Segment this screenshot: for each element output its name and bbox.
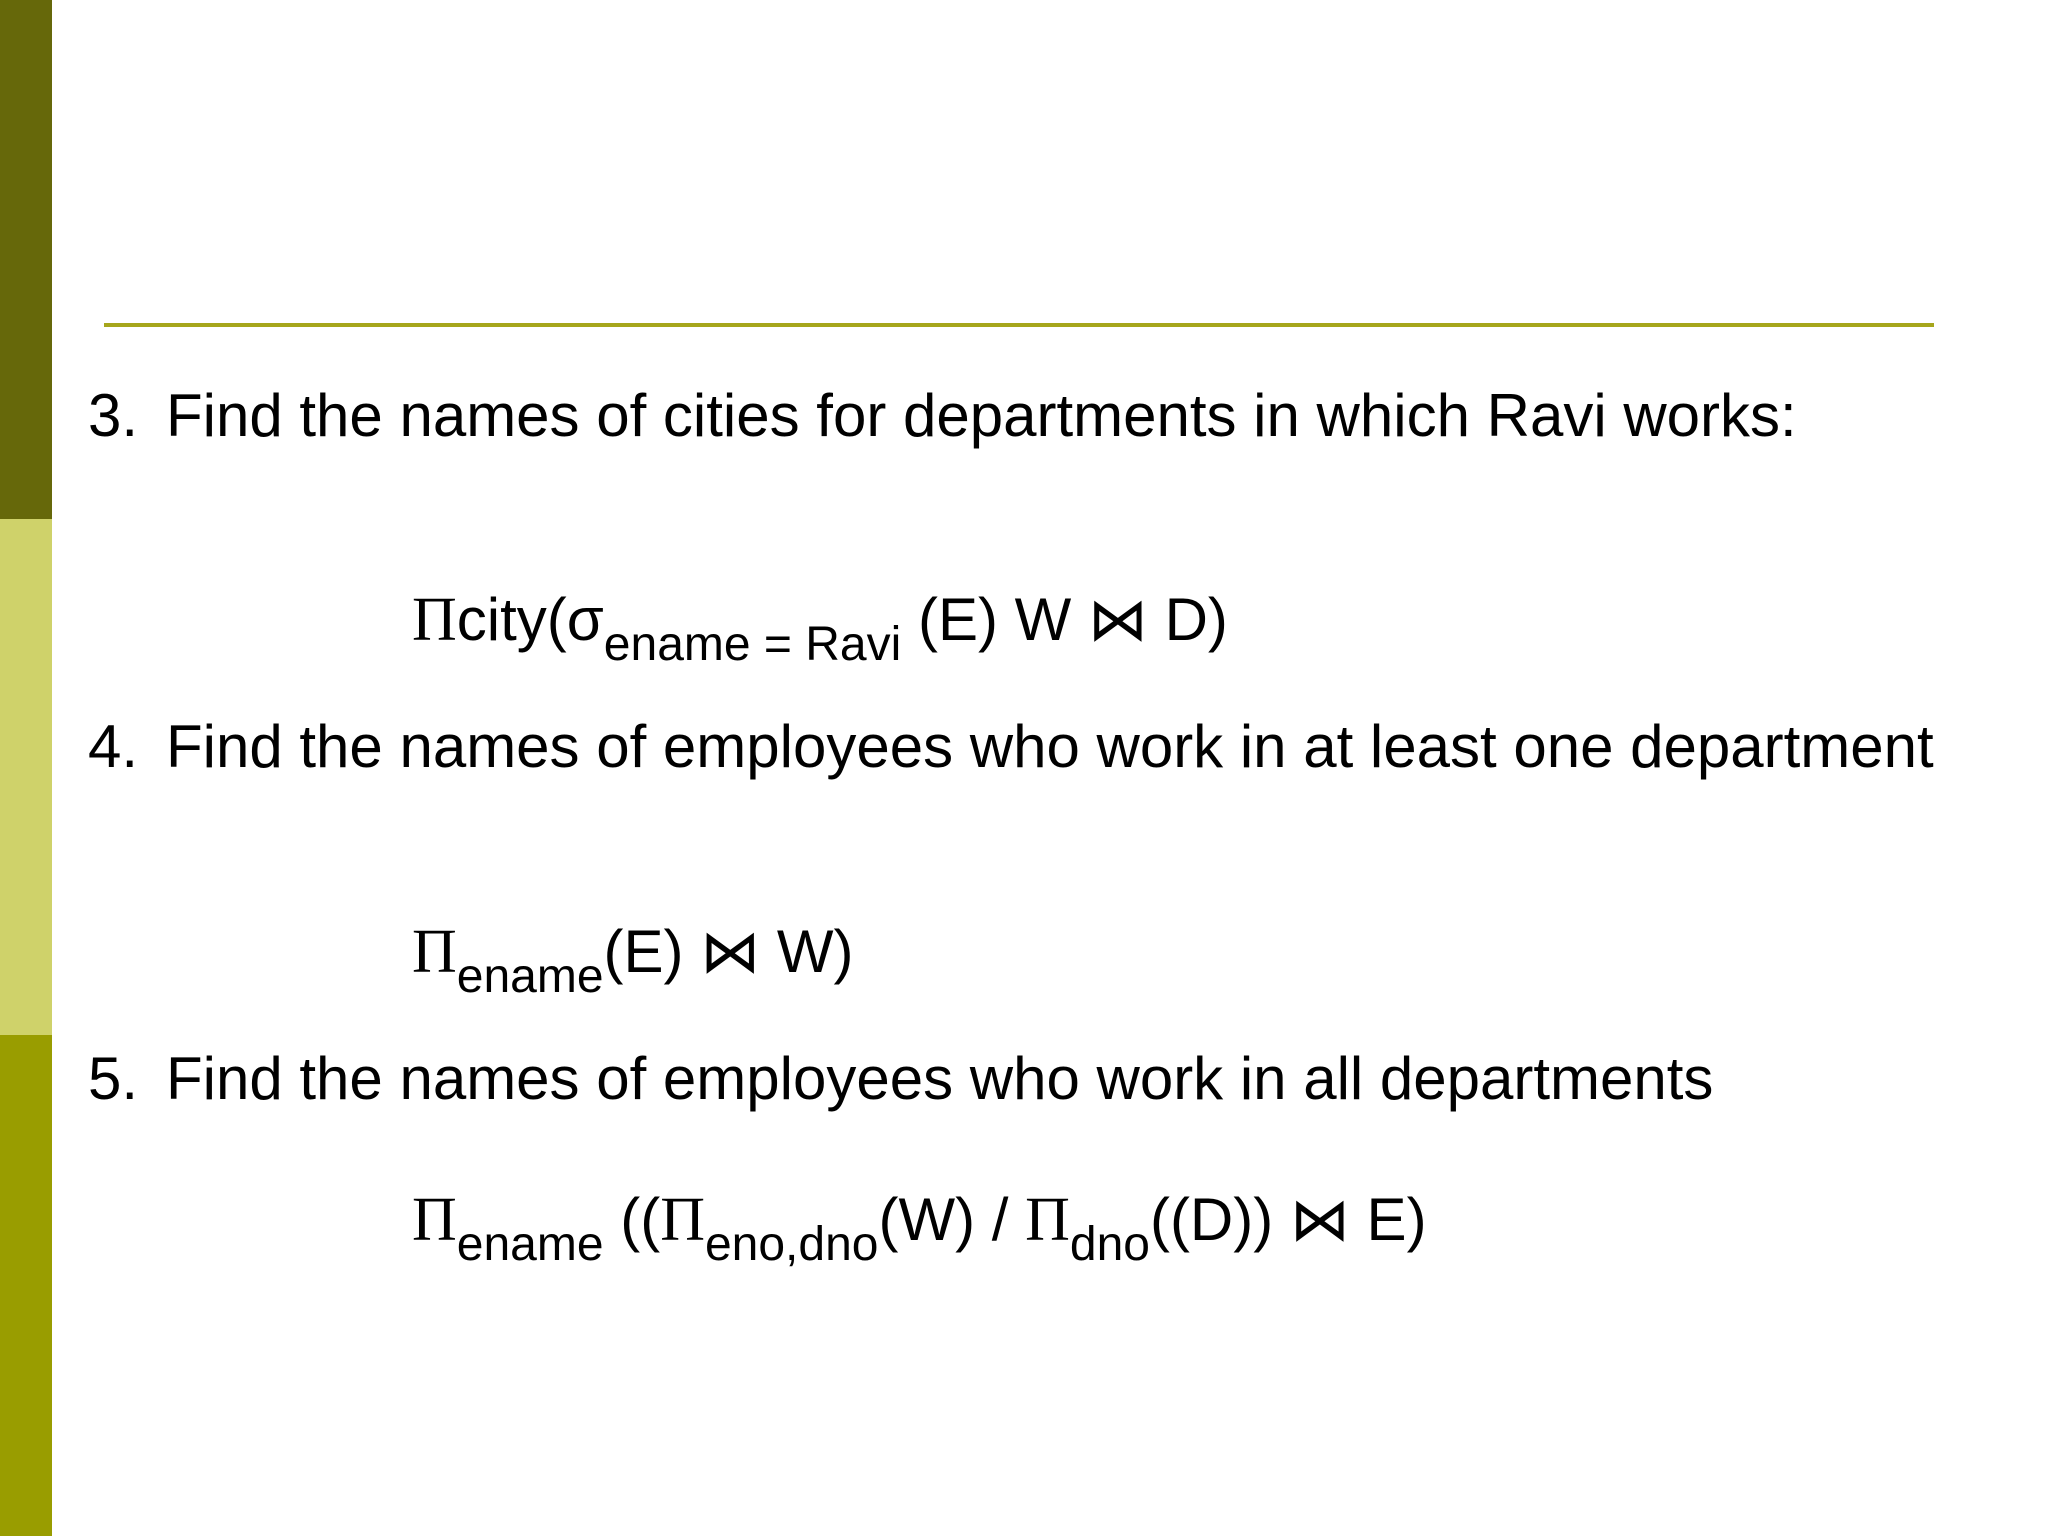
question-5 <box>88 1038 1968 1120</box>
selection-condition: ename = Ravi <box>603 618 902 671</box>
formula-part: (W) / <box>878 1186 1026 1253</box>
formula-5 <box>412 1180 1427 1271</box>
title-rule <box>104 323 1934 327</box>
question-number: 4. <box>88 713 139 780</box>
question-number: 5. <box>88 1045 139 1112</box>
sidebar-band-mid <box>0 1035 52 1536</box>
projection-attributes: eno,dno <box>704 1218 879 1271</box>
question-number: 3. <box>88 382 139 449</box>
formula-4 <box>412 912 854 1003</box>
projection-symbol: Π <box>660 1186 705 1254</box>
formula-head: city(σ <box>456 586 604 653</box>
question-text: Find the names of employees who work in all departments <box>166 1045 1714 1112</box>
projection-symbol: Π <box>412 586 457 654</box>
projection-attributes: ename <box>456 1218 604 1271</box>
formula-3 <box>412 580 1228 671</box>
projection-attributes: dno <box>1069 1218 1150 1271</box>
formula-part: ((D)) ⋈ E) <box>1149 1186 1427 1253</box>
projection-symbol: Π <box>412 918 457 986</box>
sidebar-band-light <box>0 519 52 1035</box>
formula-part: (( <box>603 1186 661 1253</box>
question-4 <box>88 706 1968 788</box>
projection-symbol: Π <box>1025 1186 1070 1254</box>
question-text: Find the names of employees who work in at least one department <box>166 713 1934 780</box>
formula-tail: (E) ⋈ W) <box>603 918 854 985</box>
projection-symbol: Π <box>412 1186 457 1254</box>
projection-attributes: ename <box>456 950 604 1003</box>
formula-tail: (E) W ⋈ D) <box>901 586 1228 653</box>
sidebar-band-dark <box>0 0 52 519</box>
question-3 <box>88 375 1968 457</box>
question-text: Find the names of cities for departments in which Ravi works: <box>166 382 1797 449</box>
